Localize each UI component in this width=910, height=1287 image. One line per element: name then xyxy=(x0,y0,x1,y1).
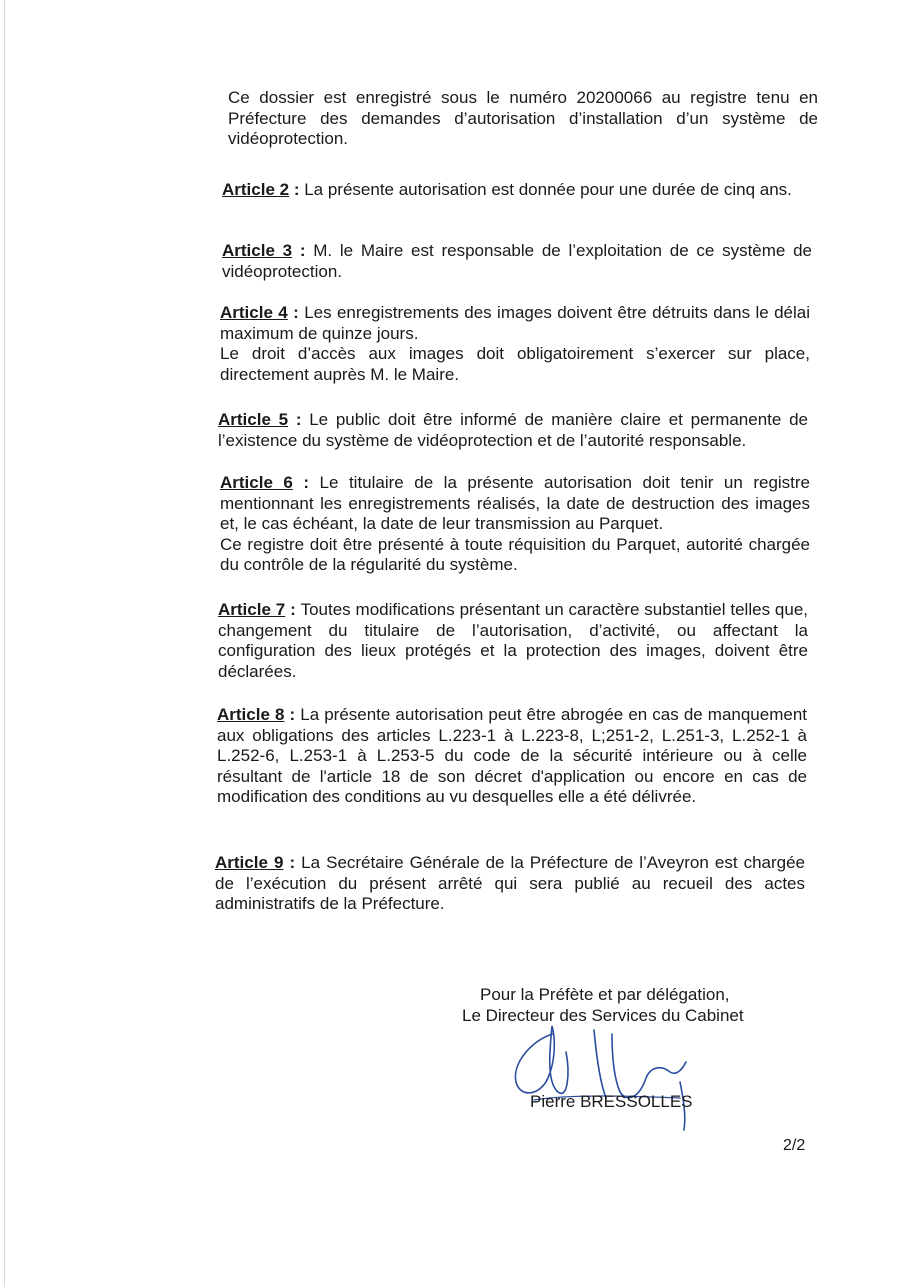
article-heading: Article 3 xyxy=(222,241,293,260)
article-text: Le public doit être informé de manière claire et permanente de l’existence du système de vidéoprotection et de l’autorité responsable. xyxy=(218,410,808,450)
signatory-name: Pierre BRESSOLLES xyxy=(530,1092,693,1111)
article-text: La présente autorisation est donnée pour une durée de cinq ans. xyxy=(304,180,792,199)
article-text: La Secrétaire Générale de la Préfecture de l’Aveyron est chargée de l’exécution du présent arrêté qui sera publié au recueil des actes administratifs de la Préfecture. xyxy=(215,853,806,913)
article-text: Le titulaire de la présente autorisation doit tenir un registre mentionnant les enregistrements réalisés, la date de destruction des images et, le cas échéant, la date de leur transmission au Parquet. xyxy=(220,473,811,533)
article-text: Le droit d’accès aux images doit obligatoirement s’exercer sur place, directement auprès M. le Maire. xyxy=(220,344,810,384)
article-7: Article 7 : Toutes modifications présentant un caractère substantiel telles que, changement du titulaire de l’autorisation, d’activité, ou affectant la configuration des lieux protégés et la protection des images, doivent être déclarées. xyxy=(218,600,809,681)
article-3: Article 3 : M. le Maire est responsable de l’exploitation de ce système de vidéoprotection. xyxy=(222,241,813,281)
article-heading: Article 9 xyxy=(215,853,284,872)
page-edge xyxy=(4,0,5,1287)
article-text: Ce registre doit être présenté à toute réquisition du Parquet, autorité chargée du contrôle de la régularité du système. xyxy=(220,534,810,574)
article-text: Toutes modifications présentant un caractère substantiel telles que, changement du titulaire de l’autorisation, d’activité, ou affectant la configuration des lieux protégés et la protection des images, doivent être déclarées. xyxy=(218,600,809,681)
article-text: M. le Maire est responsable de l’exploitation de ce système de vidéoprotection. xyxy=(222,241,813,281)
article-heading: Article 6 xyxy=(220,473,293,492)
article-heading: Article 4 xyxy=(220,303,288,322)
article-6: Article 6 : Le titulaire de la présente autorisation doit tenir un registre mentionnant les enregistrements réalisés, la date de destruction des images et, le cas échéant, la date de leur transmission au Parquet. Ce registre doit être présenté à toute réquisition du Parquet, autorité chargée du contrôle de la régularité du système. xyxy=(220,473,811,574)
article-heading: Article 7 xyxy=(218,600,286,619)
article-text: La présente autorisation peut être abrogée en cas de manquement aux obligations des articles L.223-1 à L.223-8, L;251-2, L.251-3, L.252-1 à L.252-6, L.253-1 à L.253-5 du code de la sécurité intérieure ou à celle résultant de l'article 18 de son décret d'application ou encore en cas de modification des conditions au vu desquelles elle a été délivrée. xyxy=(217,705,808,806)
article-heading: Article 5 xyxy=(218,410,289,429)
article-heading: Article 2 xyxy=(222,180,290,199)
intro-paragraph: Ce dossier est enregistré sous le numéro 20200066 au registre tenu en Préfecture des demandes d’autorisation d’installation d’un système de vidéoprotection. xyxy=(228,88,818,148)
article-9: Article 9 : La Secrétaire Générale de la Préfecture de l’Aveyron est chargée de l’exécution du présent arrêté qui sera publié au recueil des actes administratifs de la Préfecture. xyxy=(215,853,806,913)
article-8: Article 8 : La présente autorisation peut être abrogée en cas de manquement aux obligations des articles L.223-1 à L.223-8, L;251-2, L.251-3, L.252-1 à L.252-6, L.253-1 à L.253-5 du code de la sécurité intérieure ou à celle résultant de l'article 18 de son décret d'application ou encore en cas de modification des conditions au vu desquelles elle a été délivrée. xyxy=(217,705,808,806)
handwritten-signature-icon xyxy=(500,1012,730,1132)
signature-line-1: Pour la Préfète et par délégation, xyxy=(480,985,730,1004)
article-heading: Article 8 xyxy=(217,705,285,724)
article-text: Les enregistrements des images doivent être détruits dans le délai maximum de quinze jours. xyxy=(220,303,811,343)
article-4: Article 4 : Les enregistrements des images doivent être détruits dans le délai maximum de quinze jours. Le droit d’accès aux images doit obligatoirement s’exercer sur place, directement auprès M. le Maire. xyxy=(220,303,811,384)
article-5: Article 5 : Le public doit être informé de manière claire et permanente de l’existence du système de vidéoprotection et de l’autorité responsable. xyxy=(218,410,808,450)
signature-line-2: Le Directeur des Services du Cabinet xyxy=(462,1006,744,1025)
page-number: 2/2 xyxy=(783,1137,806,1154)
article-2: Article 2 : La présente autorisation est donnée pour une durée de cinq ans. xyxy=(222,180,792,199)
